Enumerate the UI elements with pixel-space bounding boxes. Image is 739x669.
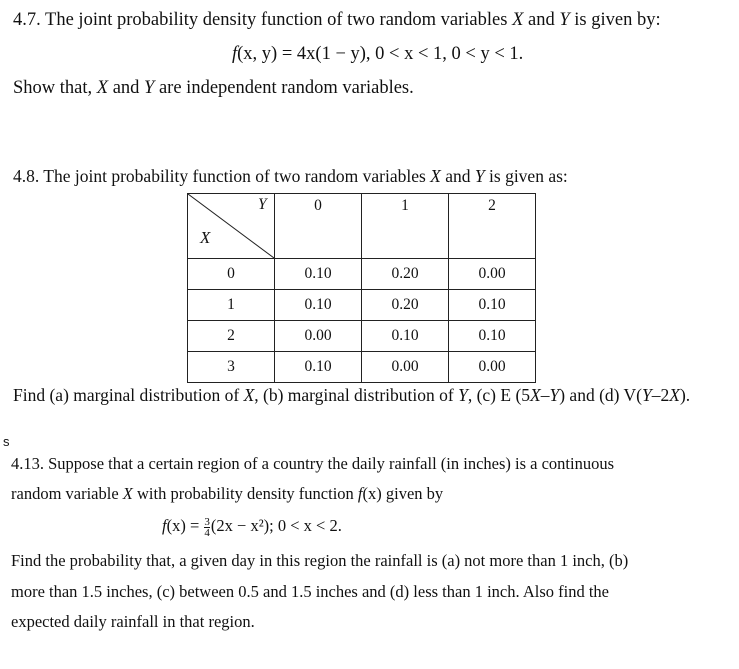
formula-rest: (2x − x²); 0 < x < 2. — [210, 516, 342, 535]
table-row — [188, 321, 536, 352]
find-d-y: Y — [642, 385, 652, 405]
q48-statement-suffix: is given as: — [484, 166, 568, 186]
x-value: 0 — [188, 259, 275, 290]
find-d-x: X — [669, 385, 680, 405]
q47-statement-text: 4.7. The joint probability density function of two random variables — [13, 10, 513, 30]
table-row — [188, 259, 536, 290]
prob-cell: 0.10 — [275, 352, 362, 383]
show-suffix: are independent random variables. — [154, 78, 414, 98]
prob-cell: 0.00 — [275, 321, 362, 352]
find-c-x: X — [530, 385, 541, 405]
x-value: 3 — [188, 352, 275, 383]
find-b: , (b) marginal distribution of — [254, 385, 459, 405]
joint-probability-table — [187, 193, 536, 383]
y-value-1: 1 — [401, 197, 409, 214]
q48-statement-text: 4.8. The joint probability function of two random variables — [13, 166, 431, 186]
show-and: and — [108, 78, 145, 98]
find-d: ) and (d) V( — [559, 385, 642, 405]
formula-f: f — [232, 44, 238, 64]
prob-cell: 0.10 — [449, 290, 536, 321]
find-c-dash: – — [540, 385, 550, 405]
stray-mark: s — [3, 434, 10, 449]
table-header-cell — [275, 194, 362, 259]
q47-formula — [232, 44, 523, 65]
prob-cell: 0.00 — [449, 352, 536, 383]
and-word: and — [440, 166, 475, 186]
var-y: Y — [559, 10, 570, 30]
q47-statement — [13, 10, 661, 31]
show-y: Y — [144, 78, 155, 98]
find-d-mid: –2 — [651, 385, 670, 405]
table-row — [188, 290, 536, 321]
q413-formula — [162, 516, 342, 538]
var-x: X — [430, 166, 441, 186]
q47-statement-suffix: is given by: — [569, 10, 661, 30]
x-axis-label: X — [200, 228, 211, 247]
show-x: X — [96, 78, 109, 98]
fraction-num: 3 — [204, 515, 210, 528]
table-header-cell — [362, 194, 449, 259]
line2-suffix: given by — [381, 484, 444, 503]
find-end: ). — [679, 385, 691, 405]
formula-f: f — [162, 516, 167, 535]
q413-line4: Find the probability that, a given day in this region the rainfall is (a) not more than 1 inch, (b) — [11, 551, 629, 570]
var-x: X — [512, 10, 524, 30]
fraction-den: 4 — [204, 526, 210, 539]
prob-cell: 0.10 — [362, 321, 449, 352]
prob-cell: 0.10 — [449, 321, 536, 352]
formula-rest: = 4x(1 − y), 0 < x < 1, 0 < y < 1. — [277, 44, 524, 64]
find-x: X — [243, 385, 255, 405]
table-row — [188, 352, 536, 383]
x-value: 2 — [188, 321, 275, 352]
table-header-cell — [449, 194, 536, 259]
line2-args: (x) — [362, 484, 382, 503]
q48-find — [13, 385, 690, 406]
fraction — [204, 517, 210, 538]
find-a: Find (a) marginal distribution of — [13, 385, 244, 405]
prob-cell: 0.20 — [362, 259, 449, 290]
formula-args: (x, y) — [237, 44, 278, 64]
find-y: Y — [458, 385, 468, 405]
line2-mid: with probability density function — [132, 484, 358, 503]
q413-line1: 4.13. Suppose that a certain region of a country the daily rainfall (in inches) is a continuous — [11, 454, 614, 473]
y-axis-label: Y — [258, 196, 267, 213]
table-corner-cell — [188, 194, 275, 259]
prob-cell: 0.10 — [275, 259, 362, 290]
x-value: 1 — [188, 290, 275, 321]
q48-statement — [13, 166, 568, 187]
q413-line6: expected daily rainfall in that region. — [11, 612, 255, 631]
line2-x: X — [122, 484, 133, 503]
q413-line2 — [11, 484, 443, 504]
prob-cell: 0.10 — [275, 290, 362, 321]
formula-args: (x) = — [166, 516, 204, 535]
and-word: and — [523, 10, 560, 30]
line2-prefix: random variable — [11, 484, 123, 503]
q47-show — [13, 78, 414, 99]
y-value-0: 0 — [314, 197, 322, 214]
q413-line5: more than 1.5 inches, (c) between 0.5 and 1.5 inches and (d) less than 1 inch. Also find the — [11, 582, 609, 601]
prob-cell: 0.00 — [362, 352, 449, 383]
y-value-2: 2 — [488, 197, 496, 214]
show-prefix: Show that, — [13, 78, 97, 98]
var-y: Y — [474, 166, 485, 186]
line2-f: f — [357, 484, 363, 503]
find-c: , (c) E (5 — [467, 385, 531, 405]
prob-cell: 0.00 — [449, 259, 536, 290]
find-c-y: Y — [549, 385, 560, 405]
prob-cell: 0.20 — [362, 290, 449, 321]
